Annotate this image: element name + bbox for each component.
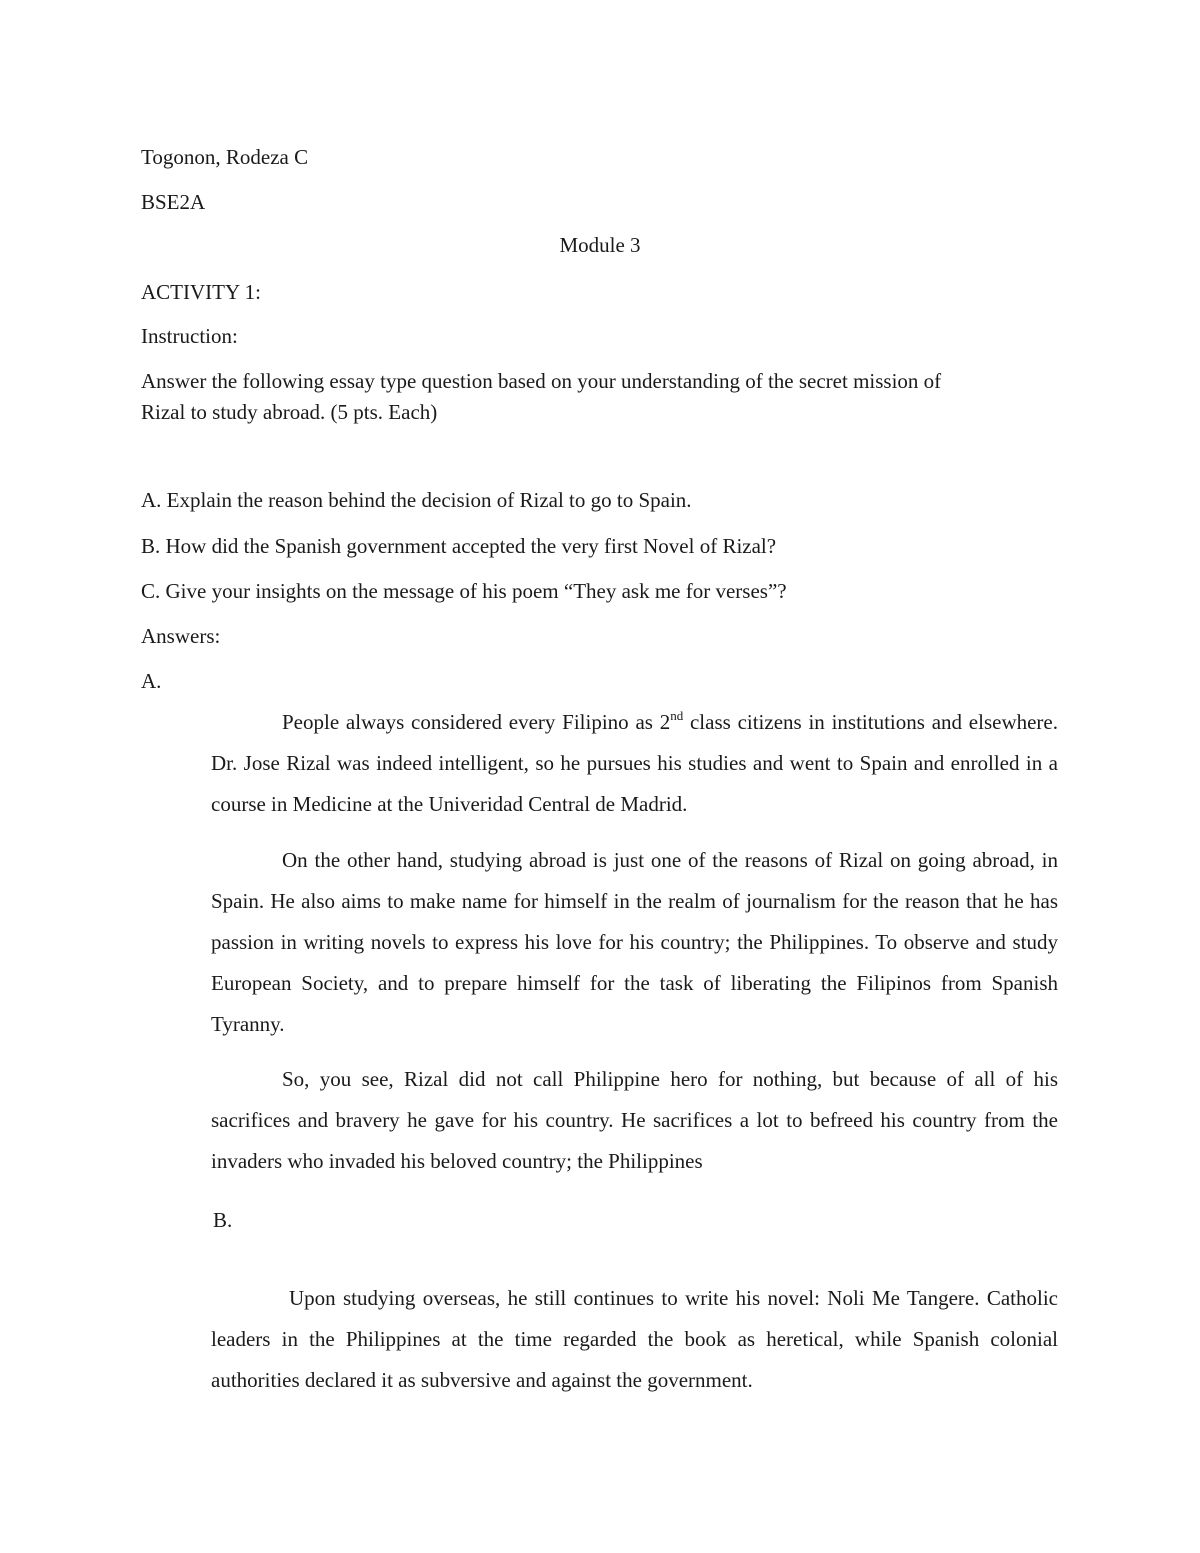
answer-a-paragraph-2: On the other hand, studying abroad is just one of the reasons of Rizal on going abroad, in Spain. He also aims to make name for himself in the realm of journalism for the reason that he has passion in writing novels to express his love for his country; the Philippines. To observe and study European Society, and to prepare himself for the task of liberating the Filipinos from Spanish Tyranny. — [211, 848, 1058, 1036]
answer-a-paragraph-1 — [211, 702, 1058, 825]
activity-heading: ACTIVITY 1: — [141, 280, 261, 304]
instruction-text-line-2: Rizal to study abroad. (5 pts. Each) — [141, 400, 438, 424]
module-title: Module 3 — [559, 233, 641, 257]
student-name: Togonon, Rodeza C — [141, 145, 309, 169]
question-b: B. How did the Spanish government accepted the very first Novel of Rizal? — [141, 534, 777, 558]
answer-b-paragraph-1: Upon studying overseas, he still continues to write his novel: Noli Me Tangere. Catholic leaders in the Philippines at the time regarded the book as heretical, while Spanish colonial authorities declared it as subversive and against the government. — [211, 1286, 1058, 1392]
answer-a-p1-text-start: People always considered every Filipino as 2 — [282, 710, 671, 734]
section-label: BSE2A — [141, 190, 206, 214]
answers-label: Answers: — [141, 624, 221, 648]
question-a: A. Explain the reason behind the decision of Rizal to go to Spain. — [141, 488, 692, 512]
answer-b-label: B. — [213, 1208, 233, 1232]
question-c: C. Give your insights on the message of his poem “They ask me for verses”? — [141, 579, 787, 603]
answer-a-paragraph-3: So, you see, Rizal did not call Philippine hero for nothing, but because of all of his sacrifices and bravery he gave for his country. He sacrifices a lot to befreed his country from the invaders who invaded his beloved country; the Philippines — [211, 1067, 1058, 1173]
answer-a-label: A. — [141, 669, 162, 693]
answer-a-p1-text-end: class citizens in institutions and elsewhere. Dr. Jose Rizal was indeed intelligent, so he pursues his studies and went to Spain and enrolled in a course in Medicine at the Univeridad Central de Madrid. — [211, 710, 1058, 816]
ordinal-superscript: nd — [670, 708, 684, 723]
instruction-text-line-1: Answer the following essay type question based on your understanding of the secret mission of — [141, 369, 942, 393]
instruction-label: Instruction: — [141, 324, 238, 348]
